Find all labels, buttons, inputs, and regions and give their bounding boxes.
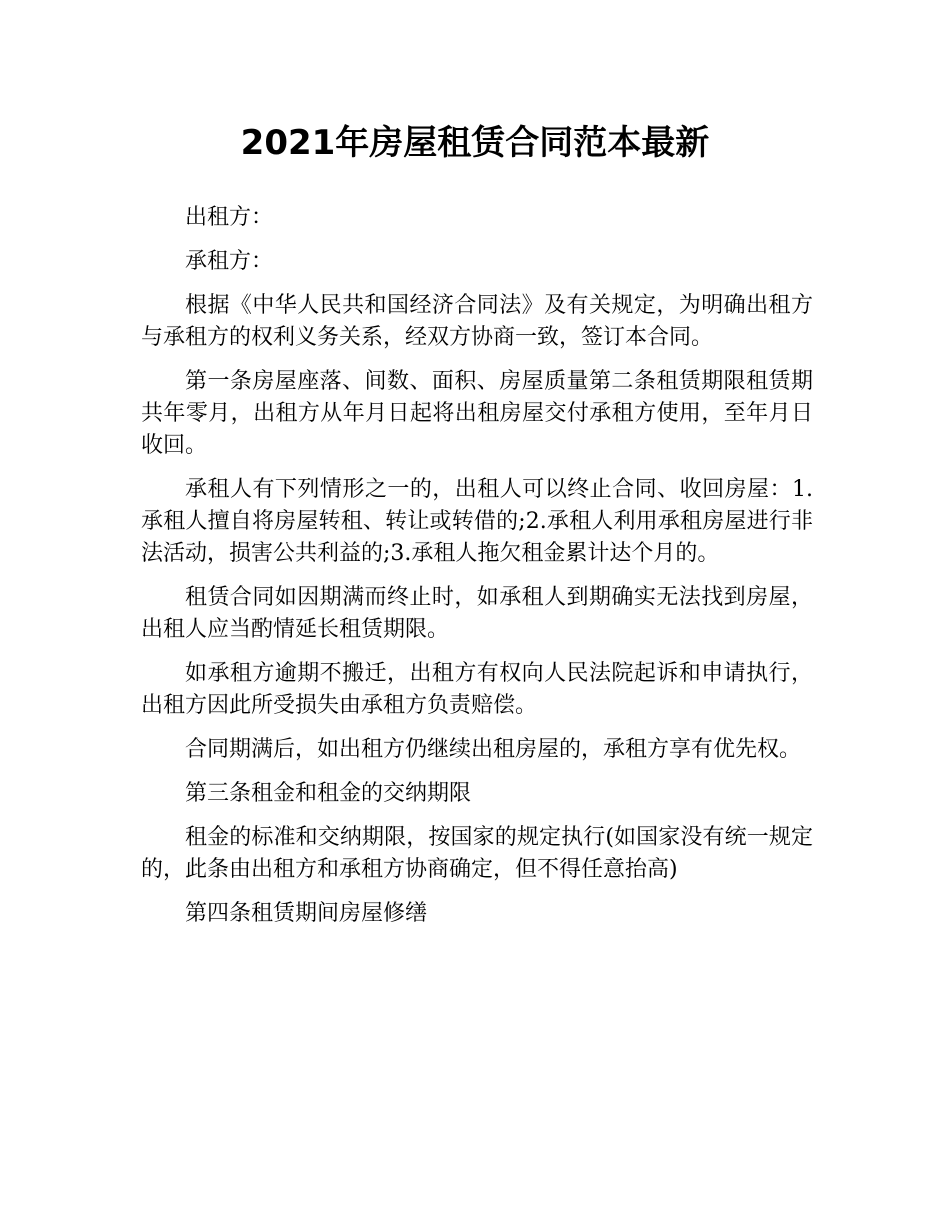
paragraph-article-3-heading: 第三条租金和租金的交纳期限 <box>185 781 472 806</box>
paragraph-termination: 承租人有下列情形之一的，出租人可以终止合同、收回房屋：1.承租人擅自将房屋转租、转让或转借的;2.承租人利用承租房屋进行非法活动，损害公共利益的;3.承租人拖欠租金累计达个月的。 <box>141 477 813 566</box>
paragraph-extension: 租赁合同如因期满而终止时，如承租人到期确实无法找到房屋，出租人应当酌情延长租赁期限。 <box>141 585 813 642</box>
paragraph-overdue: 如承租方逾期不搬迁，出租方有权向人民法院起诉和申请执行，出租方因此所受损失由承租方负责赔偿。 <box>141 661 813 718</box>
paragraph-lessor: 出租方： <box>185 205 274 230</box>
paragraph-article-1-2: 第一条房屋座落、间数、面积、房屋质量第二条租赁期限租赁期共年零月，出租方从年月日起将出租房屋交付承租方使用，至年月日收回。 <box>141 369 813 458</box>
paragraph-preamble: 根据《中华人民共和国经济合同法》及有关规定，为明确出租方与承租方的权利义务关系，经双方协商一致，签订本合同。 <box>141 293 813 350</box>
document-title: 2021年房屋租赁合同范本最新 <box>240 123 710 163</box>
paragraph-article-4-heading: 第四条租赁期间房屋修缮 <box>185 901 428 926</box>
paragraph-priority: 合同期满后，如出租方仍继续出租房屋的，承租方享有优先权。 <box>185 737 802 762</box>
document-body <box>141 202 813 942</box>
paragraph-rent-standard: 租金的标准和交纳期限，按国家的规定执行(如国家没有统一规定的，此条由出租方和承租方协商确定，但不得任意抬高) <box>141 825 813 882</box>
paragraph-lessee: 承租方： <box>185 249 274 274</box>
